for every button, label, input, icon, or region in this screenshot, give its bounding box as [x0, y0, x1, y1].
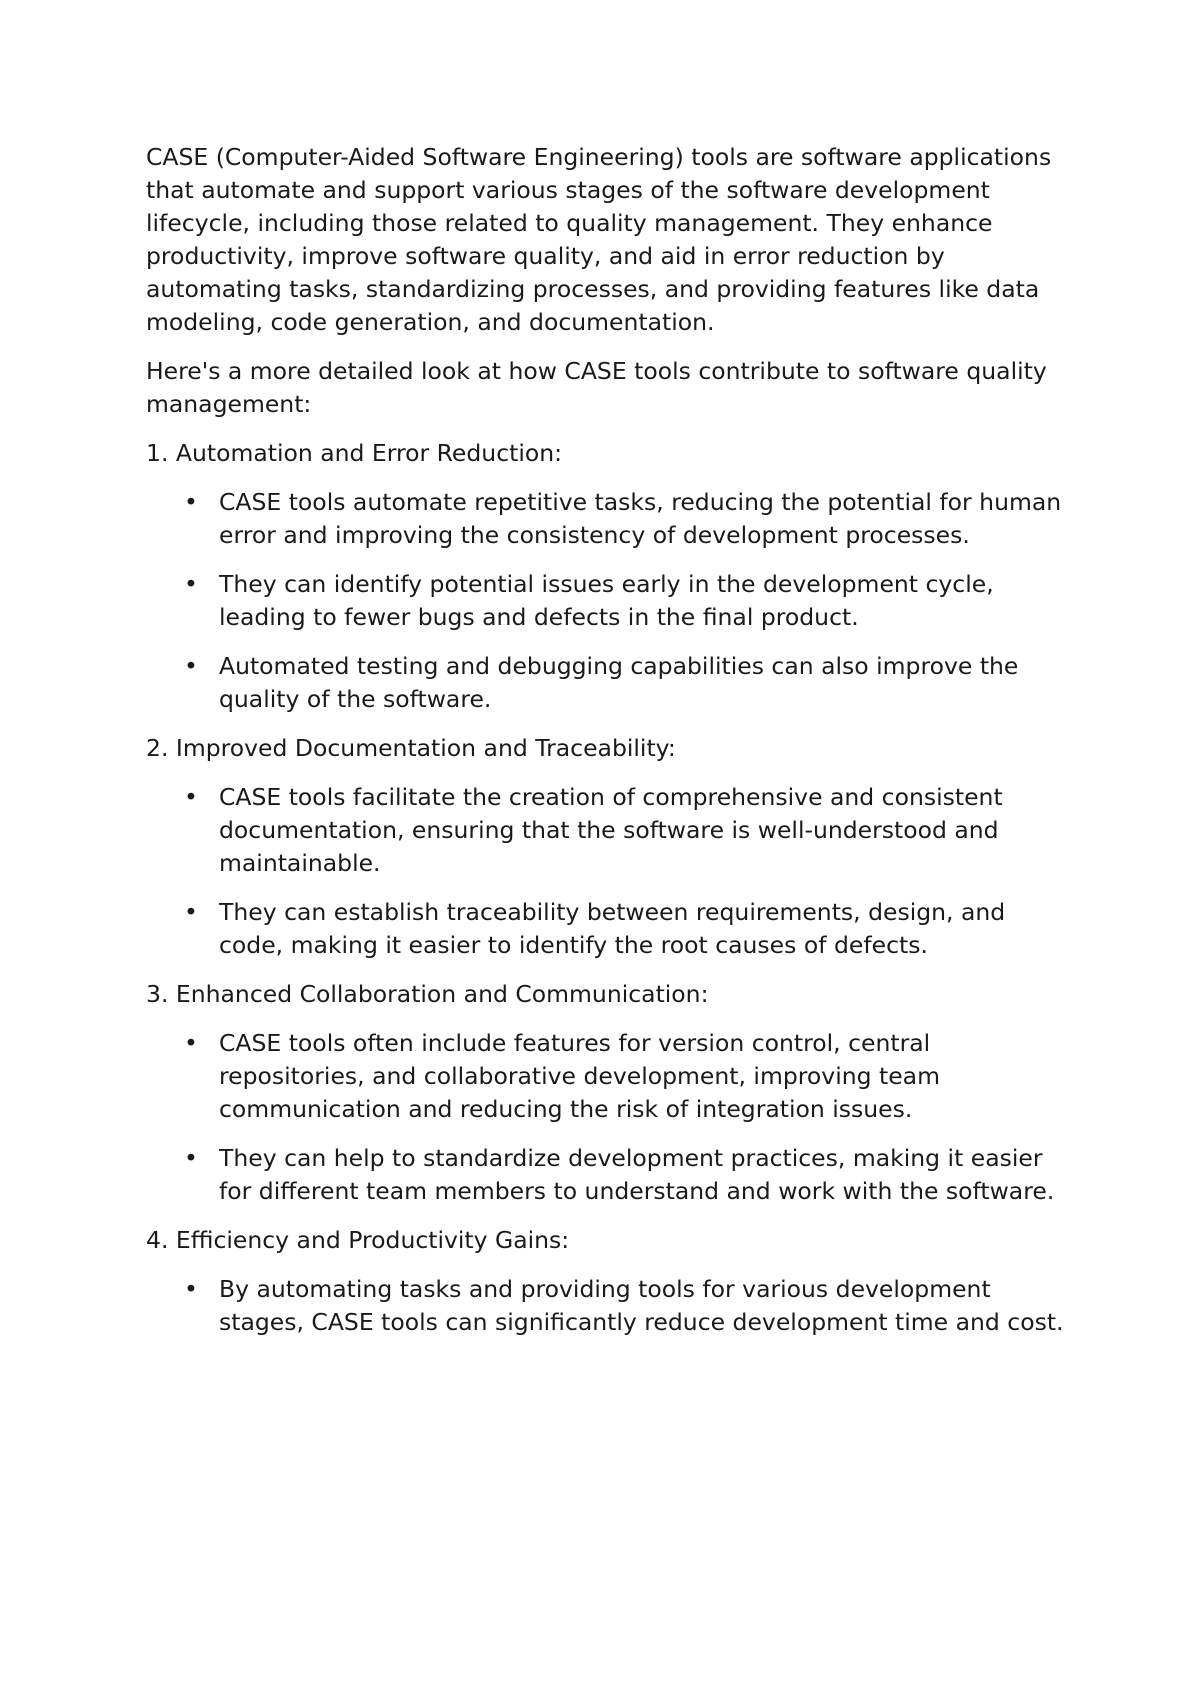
list-item — [146, 896, 1066, 962]
bullet-list — [146, 781, 1066, 962]
bullet-icon: • — [184, 488, 198, 516]
list-item-text: They can establish traceability between requirements, design, and code, making it easier to identify the root causes of defects. — [219, 898, 1006, 959]
section-1 — [146, 437, 1066, 716]
list-item — [146, 1027, 1066, 1126]
lead-paragraph: Here's a more detailed look at how CASE tools contribute to software quality management: — [146, 357, 1047, 418]
bullet-icon: • — [184, 570, 198, 598]
list-item-text: CASE tools automate repetitive tasks, reducing the potential for human error and improving the consistency of development processes. — [219, 488, 1062, 549]
list-item — [146, 486, 1066, 552]
section-heading: 4. Efficiency and Productivity Gains: — [146, 1226, 570, 1254]
bullet-icon: • — [184, 783, 198, 811]
list-item-text: They can identify potential issues early in the development cycle, leading to fewer bugs and defects in the final product. — [219, 570, 994, 631]
bullet-icon: • — [184, 1275, 198, 1303]
bullet-list — [146, 1273, 1066, 1339]
list-item — [146, 1142, 1066, 1208]
section-3 — [146, 978, 1066, 1208]
list-item-text: Automated testing and debugging capabilities can also improve the quality of the software. — [219, 652, 1019, 713]
bullet-list — [146, 486, 1066, 716]
list-item-text: They can help to standardize development practices, making it easier for different team members to understand and work with the software. — [219, 1144, 1055, 1205]
section-heading: 1. Automation and Error Reduction: — [146, 439, 563, 467]
intro-paragraph: CASE (Computer-Aided Software Engineering) tools are software applications that automate and support various stages of the software development lifecycle, including those related to quality management. They enhance productivity, improve software quality, and aid in error reduction by automating tasks, standardizing processes, and providing features like data modeling, code generation, and documentation. — [146, 143, 1052, 336]
bullet-icon: • — [184, 652, 198, 680]
list-item — [146, 568, 1066, 634]
section-heading: 2. Improved Documentation and Traceability: — [146, 734, 676, 762]
bullet-icon: • — [184, 898, 198, 926]
section-2 — [146, 732, 1066, 962]
section-heading: 3. Enhanced Collaboration and Communication: — [146, 980, 709, 1008]
list-item — [146, 1273, 1066, 1339]
document-page — [146, 141, 1066, 1355]
bullet-icon: • — [184, 1144, 198, 1172]
list-item-text: By automating tasks and providing tools for various development stages, CASE tools can significantly reduce development time and cost. — [219, 1275, 1064, 1336]
list-item — [146, 781, 1066, 880]
list-item-text: CASE tools facilitate the creation of comprehensive and consistent documentation, ensuring that the software is well-understood and maintainable. — [219, 783, 1003, 877]
list-item — [146, 650, 1066, 716]
section-4 — [146, 1224, 1066, 1339]
bullet-list — [146, 1027, 1066, 1208]
list-item-text: CASE tools often include features for version control, central repositories, and collaborative development, improving team communication and reducing the risk of integration issues. — [219, 1029, 940, 1123]
bullet-icon: • — [184, 1029, 198, 1057]
